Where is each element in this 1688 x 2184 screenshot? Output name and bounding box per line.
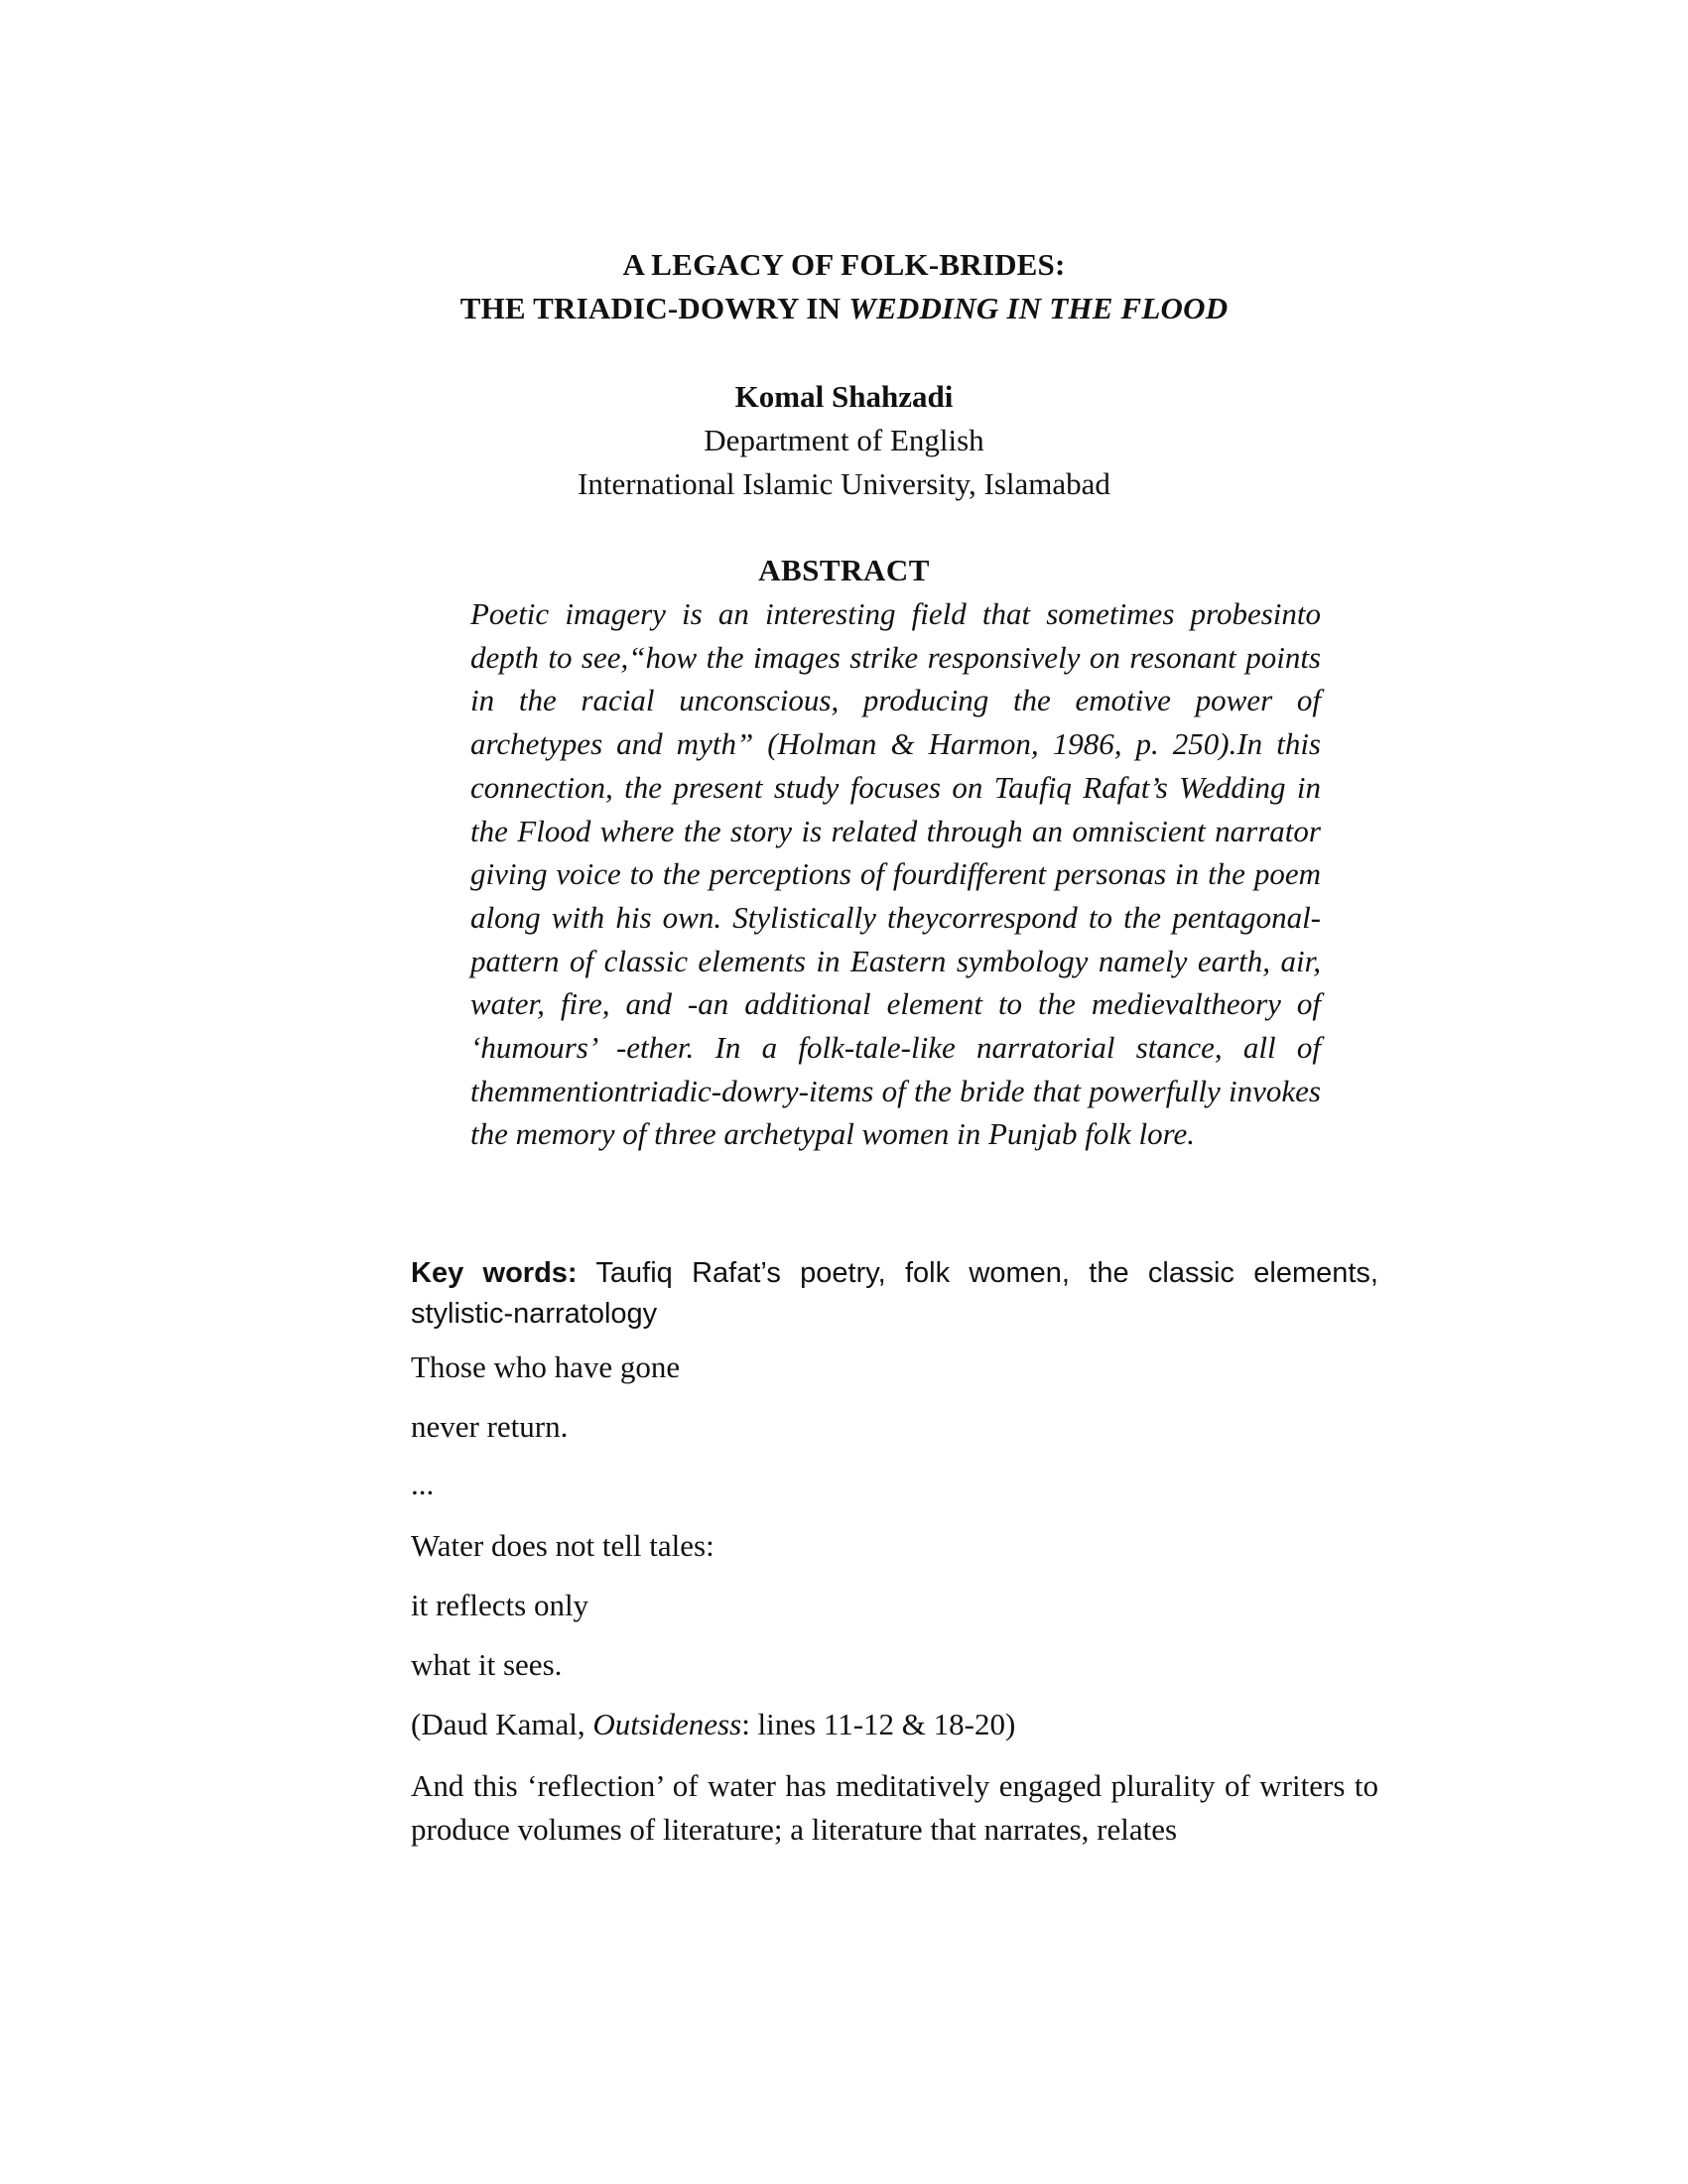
abstract-heading: ABSTRACT — [758, 553, 930, 587]
author-department: Department of English — [704, 423, 984, 457]
epigraph-citation — [411, 1705, 1015, 1744]
keywords-label: Key words: — [411, 1257, 578, 1289]
abstract-text: Poetic imagery is an interesting field that sometimes probesinto depth to see,“how the images strike responsively on resonant points in the racial unconscious, producing the emotive power of archetypes and myth” (Holman & Harmon, 1986, p. 250).In this connection, the present study focuses on Taufiq Rafat’s Wedding in the Flood where the story is related through an omniscient narrator giving voice to the perceptions of fourdifferent personas in the poem along with his own. Stylistically theycorrespond to the pentagonal-pattern of classic elements in Eastern symbology namely earth, air, water, fire, and -an additional element to the medievaltheory of ‘humours’ -ether. In a folk-tale-like narratorial stance, all of themmentiontriadic-dowry-items of the bride that powerfully invokes the memory of three archetypal women in Punjab folk lore. — [470, 596, 1321, 1152]
author-name: Komal Shahzadi — [734, 379, 954, 414]
citation-prefix: (Daud Kamal, — [411, 1707, 593, 1741]
title-line-2-prefix: THE TRIADIC-DOWRY IN — [459, 291, 849, 325]
title-line-1: A LEGACY OF FOLK-BRIDES: — [622, 247, 1066, 282]
epigraph-line: Those who have gone — [411, 1349, 681, 1384]
citation-suffix: : lines 11-12 & 18-20) — [741, 1707, 1016, 1741]
epigraph-line: it reflects only — [411, 1588, 589, 1622]
title-line-2 — [0, 287, 1688, 330]
epigraph-line: never return. — [411, 1409, 569, 1444]
keywords — [411, 1253, 1378, 1335]
title-line-2-italic: WEDDING IN THE FLOOD — [848, 291, 1229, 325]
author-institution: International Islamic University, Islamabad — [578, 466, 1110, 501]
epigraph-line: Water does not tell tales: — [411, 1528, 714, 1563]
epigraph-line: ... — [411, 1467, 435, 1501]
paper-title — [0, 243, 1688, 330]
keywords-text: Taufiq Rafat’s poetry, folk women, the classic elements, stylistic-narratology — [411, 1257, 1378, 1330]
epigraph-line: what it sees. — [411, 1647, 563, 1682]
author-block — [0, 375, 1688, 506]
body-paragraph: And this ‘reflection’ of water has meditatively engaged plurality of writers to produce volumes of literature; a literature that narrates, relates — [411, 1768, 1378, 1847]
citation-work-title: Outsideness — [592, 1707, 742, 1741]
